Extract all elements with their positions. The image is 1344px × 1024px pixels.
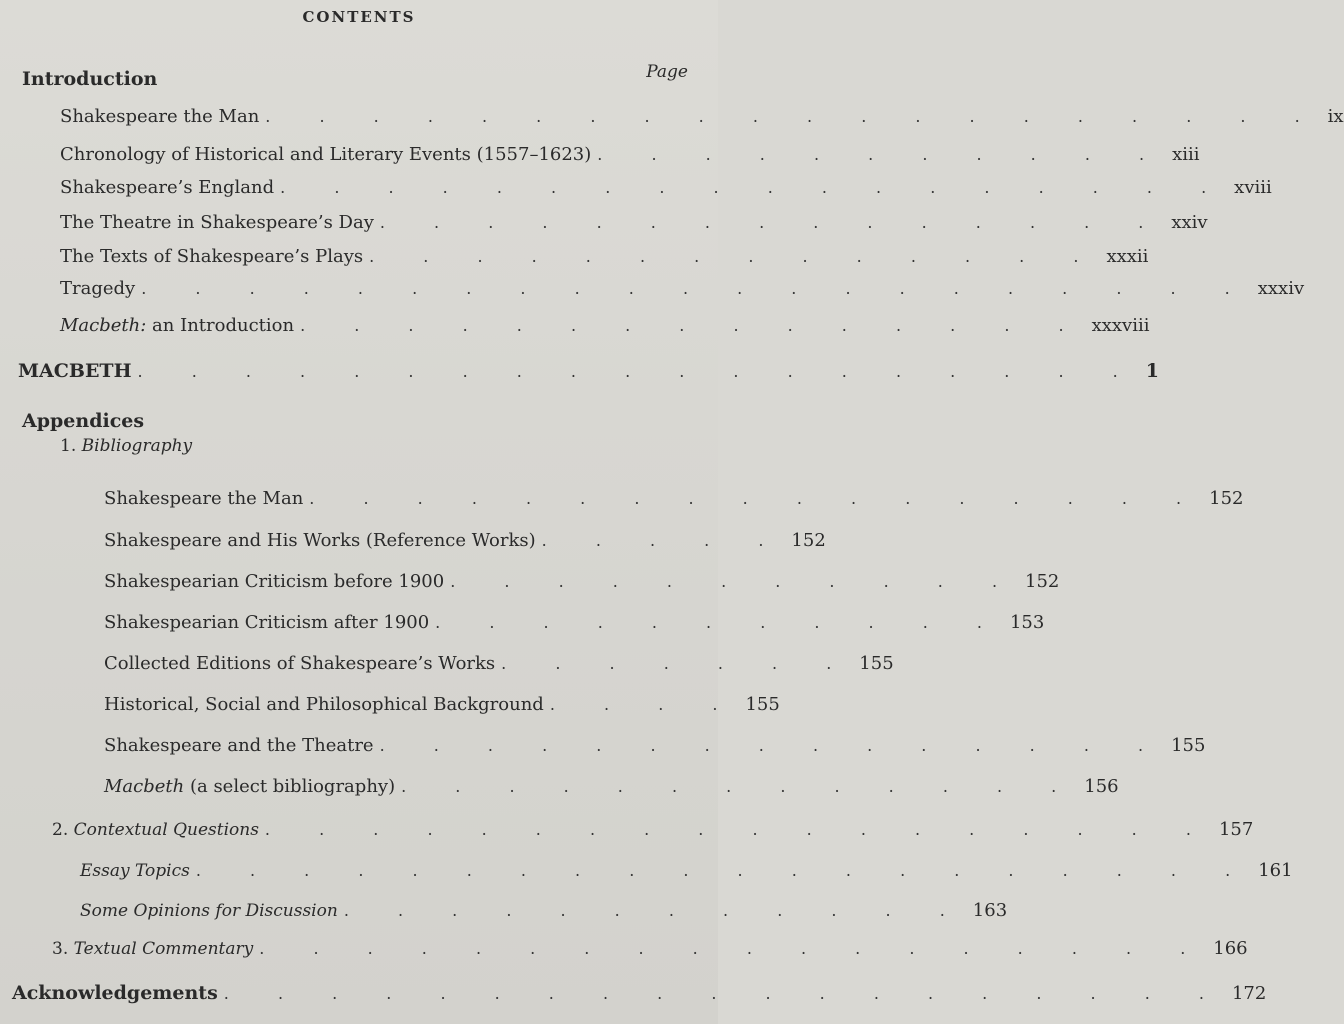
toc-entry[interactable]: Shakespeare and His Works (Reference Works) . . . . . 152 — [104, 530, 826, 551]
dot-leader: . . . . . . . . . . . . . . . — [300, 316, 1086, 335]
page-number: 155 — [1171, 735, 1206, 756]
toc-entry[interactable]: Tragedy . . . . . . . . . . . . . . . . . . . . . xxxiv — [60, 278, 1305, 299]
toc-entry[interactable]: Collected Editions of Shakespeare’s Works . . . . . . . 155 — [104, 653, 894, 674]
toc-entry[interactable]: Shakespeare’s England . . . . . . . . . . . . . . . . . . xviii — [60, 177, 1272, 198]
dot-leader: . . . . . . . . . . . . . . . . . . . . — [265, 107, 1322, 126]
dot-leader: . . . . . . . . . . . . . . — [369, 247, 1101, 266]
dot-leader: . . . . . . . . . . . . . . . . . . — [259, 939, 1208, 958]
toc-entry-acknowledgements[interactable]: Acknowledgements . . . . . . . . . . . . . . . . . . . 172 — [12, 982, 1267, 1004]
appendices-heading: Appendices — [22, 410, 145, 432]
toc-entry[interactable]: The Theatre in Shakespeare’s Day . . . . . . . . . . . . . . . xxiv — [60, 212, 1208, 233]
dot-leader: . . . . . . . . . . . . . . . — [379, 213, 1166, 232]
dot-leader: . . . . . . . . . . . — [597, 145, 1167, 164]
page-number: xxxii — [1106, 246, 1149, 267]
dot-leader: . . . . . . . . . . . . . . . . . . — [280, 178, 1229, 197]
toc-entry[interactable]: Shakespeare and the Theatre . . . . . . . . . . . . . . . 155 — [104, 735, 1206, 756]
page-number: xxiv — [1171, 212, 1208, 233]
page-number: xiii — [1172, 144, 1200, 165]
dot-leader: . . . . . . . . . . . . — [343, 901, 967, 920]
page-number: 1 — [1145, 360, 1159, 382]
dot-leader: . . . . . . . . . . . . . . . . . — [309, 489, 1204, 508]
toc-entry[interactable]: Macbeth (a select bibliography) . . . . . . . . . . . . . 156 — [104, 776, 1119, 797]
toc-entry[interactable]: Chronology of Historical and Literary Events (1557–1623) . . . . . . . . . . . xiii — [60, 144, 1200, 165]
page-number: 152 — [791, 530, 826, 551]
page-number: 161 — [1258, 860, 1293, 881]
toc-entry[interactable]: 2. Contextual Questions . . . . . . . . . . . . . . . . . . 157 — [52, 819, 1254, 840]
page-number: 152 — [1025, 571, 1060, 592]
toc-entry[interactable]: Some Opinions for Discussion . . . . . . . . . . . . 163 — [80, 900, 1008, 921]
toc-entry[interactable]: 3. Textual Commentary . . . . . . . . . . . . . . . . . . 166 — [52, 938, 1248, 959]
dot-leader: . . . . . . . . . . . . . . . . . . . — [137, 362, 1140, 381]
toc-entry[interactable]: Shakespeare the Man . . . . . . . . . . . . . . . . . 152 — [104, 488, 1244, 509]
dot-leader: . . . . . . . — [501, 654, 854, 673]
page-number: 156 — [1084, 776, 1119, 797]
dot-leader: . . . . . — [541, 531, 786, 550]
page-number: 153 — [1009, 612, 1045, 633]
toc-entry[interactable]: Shakespeare the Man . . . . . . . . . . . . . . . . . . . . ix — [60, 106, 1344, 127]
dot-leader: . . . . . . . . . . . . . . . . . . . . . — [141, 279, 1252, 298]
page-number: 155 — [745, 694, 780, 715]
page-number: 163 — [972, 900, 1008, 921]
dot-leader: . . . . . . . . . . . . . . . . . . . . — [195, 861, 1253, 880]
dot-leader: . . . . . . . . . . . — [435, 613, 1004, 632]
toc-entry[interactable]: The Texts of Shakespeare’s Plays . . . . . . . . . . . . . . xxxii — [60, 246, 1149, 267]
page-number: 155 — [859, 653, 894, 674]
dot-leader: . . . . . . . . . . . . . . . . . . . — [223, 984, 1226, 1003]
toc-entry[interactable]: Shakespearian Criticism after 1900 . . . . . . . . . . . 153 — [104, 612, 1045, 633]
page-number: 152 — [1209, 488, 1244, 509]
contents-heading: CONTENTS — [302, 8, 416, 26]
page-column-header: Page — [646, 62, 688, 82]
page-number: 166 — [1213, 938, 1248, 959]
toc-entry[interactable]: Essay Topics . . . . . . . . . . . . . . . . . . . . 161 — [80, 860, 1293, 881]
dot-leader: . . . . . . . . . . . — [450, 572, 1020, 591]
page-number: xxxviii — [1091, 315, 1150, 336]
dot-leader: . . . . . . . . . . . . . . . — [379, 736, 1166, 755]
page-number: xxxiv — [1257, 278, 1305, 299]
dot-leader: . . . . — [549, 695, 740, 714]
toc-entry[interactable]: Macbeth: an Introduction . . . . . . . . . . . . . . . xxxviii — [60, 315, 1150, 336]
dot-leader: . . . . . . . . . . . . . — [401, 777, 1079, 796]
toc-entry[interactable]: Historical, Social and Philosophical Background . . . . 155 — [104, 694, 780, 715]
dot-leader: . . . . . . . . . . . . . . . . . . — [264, 820, 1213, 839]
toc-entry[interactable]: Shakespearian Criticism before 1900 . . . . . . . . . . . 152 — [104, 571, 1060, 592]
page-number: xviii — [1234, 177, 1272, 198]
toc-entry-macbeth[interactable]: MACBETH . . . . . . . . . . . . . . . . . . . 1 — [18, 360, 1159, 382]
page-number: 172 — [1231, 983, 1267, 1004]
introduction-heading: Introduction — [22, 68, 158, 90]
page-number: 157 — [1218, 819, 1254, 840]
page-number: ix — [1327, 106, 1344, 127]
bibliography-heading: 1. Bibliography — [60, 436, 193, 456]
